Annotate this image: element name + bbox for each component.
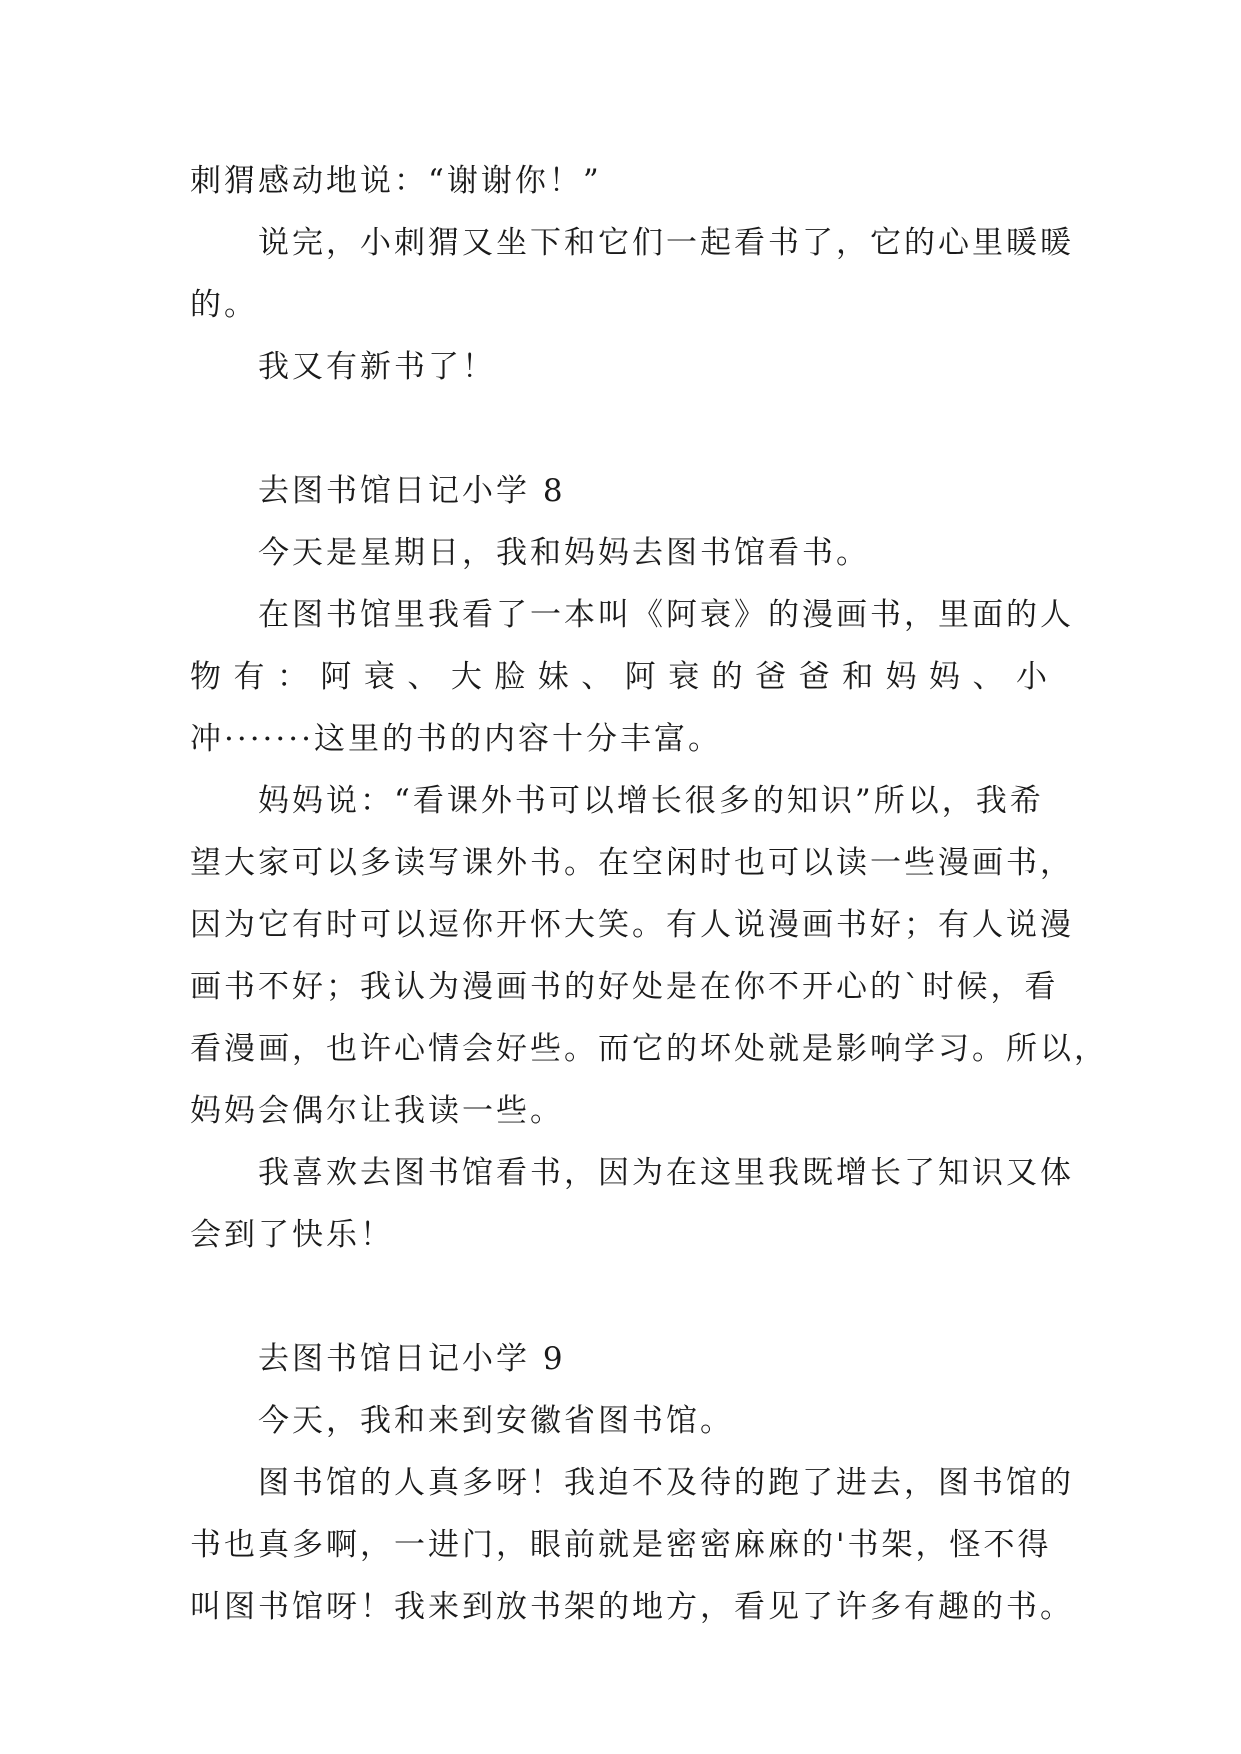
text-line: 会到了快乐！	[190, 1217, 394, 1253]
section-heading: 去图书馆日记小学 8	[258, 473, 566, 509]
text-line: 我又有新书了！	[258, 349, 496, 385]
text-line: 叫图书馆呀！我来到放书架的地方，看见了许多有趣的书。	[190, 1589, 1074, 1625]
text-line: 妈妈说：“看课外书可以增长很多的知识”所以，我希	[258, 783, 1044, 819]
text-line: 冲·······这里的书的内容十分丰富。	[190, 721, 722, 757]
text-line: 妈妈会偶尔让我读一些。	[190, 1093, 564, 1129]
text-line: 书也真多啊，一进门，眼前就是密密麻麻的'书架，怪不得	[190, 1527, 1052, 1563]
text-line: 因为它有时可以逗你开怀大笑。有人说漫画书好；有人说漫	[190, 907, 1074, 943]
text-line: 说完，小刺猬又坐下和它们一起看书了，它的心里暖暖	[258, 225, 1074, 261]
text-line: 望大家可以多读写课外书。在空闲时也可以读一些漫画书，	[190, 845, 1074, 881]
text-line: 画书不好；我认为漫画书的好处是在你不开心的`时候，看	[190, 969, 1059, 1005]
text-line: 今天是星期日，我和妈妈去图书馆看书。	[258, 535, 870, 571]
text-line: 图书馆的人真多呀！我迫不及待的跑了进去，图书馆的	[258, 1465, 1074, 1501]
section-heading: 去图书馆日记小学 9	[258, 1341, 566, 1377]
text-line: 看漫画，也许心情会好些。而它的坏处就是影响学习。所以，	[190, 1031, 1108, 1067]
text-line: 我喜欢去图书馆看书，因为在这里我既增长了知识又体	[258, 1155, 1074, 1191]
text-line: 的。	[190, 287, 258, 323]
text-line: 在图书馆里我看了一本叫《阿衰》的漫画书，里面的人	[258, 597, 1074, 633]
section-gap	[190, 398, 1050, 460]
text-line: 物有：阿衰、大脸妹、阿衰的爸爸和妈妈、小	[190, 659, 1050, 695]
document-body	[190, 150, 1108, 1638]
text-line: 刺猬感动地说：“谢谢你！”	[190, 163, 602, 199]
text-line: 今天，我和来到安徽省图书馆。	[258, 1403, 734, 1439]
section-gap	[190, 1266, 1050, 1328]
